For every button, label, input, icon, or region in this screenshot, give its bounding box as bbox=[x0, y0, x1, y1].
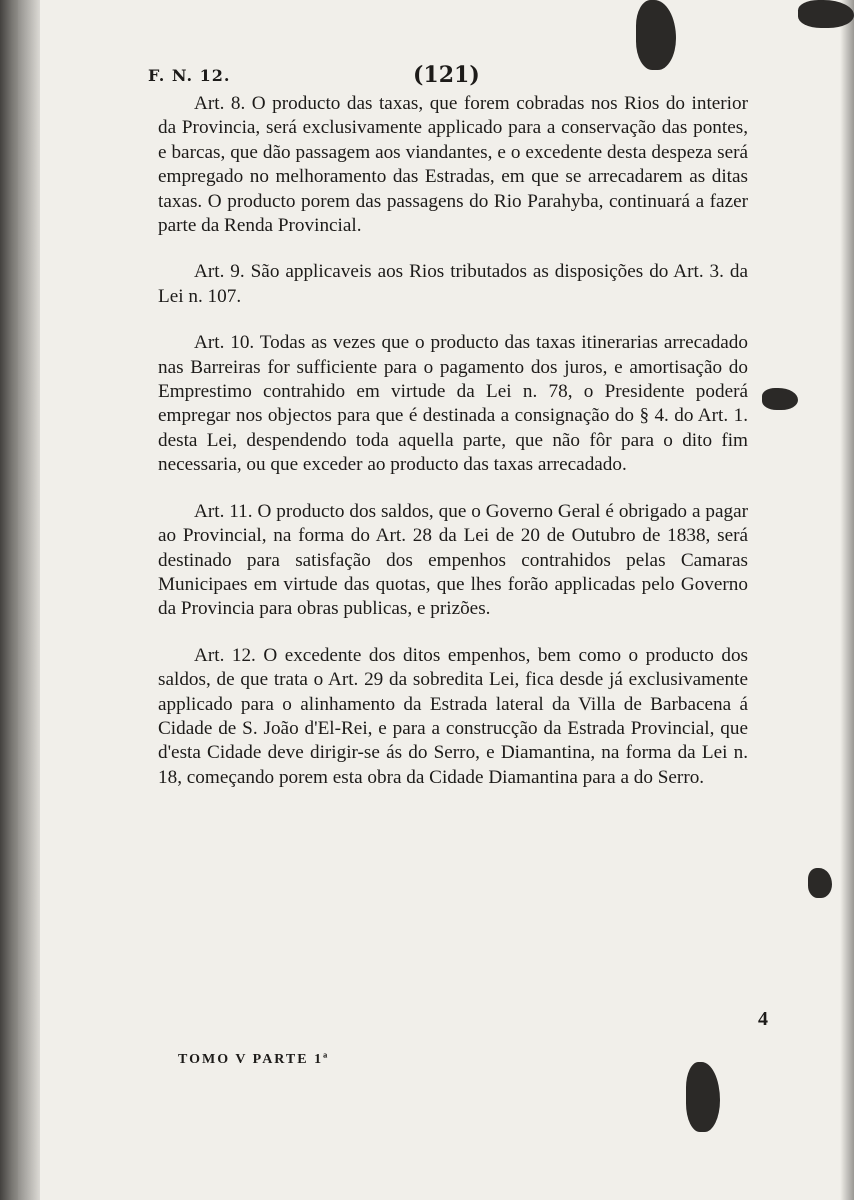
ink-stain-margin bbox=[808, 868, 832, 898]
page-number: (121) bbox=[413, 62, 480, 88]
ink-stain-bottom-right bbox=[686, 1062, 720, 1132]
page-header bbox=[148, 62, 728, 92]
book-binding-edge bbox=[0, 0, 40, 1200]
gathering-signature: F. N. 12. bbox=[148, 66, 231, 85]
page-edge-shadow bbox=[840, 0, 854, 1200]
ink-stain-top-corner bbox=[798, 0, 854, 28]
book-page bbox=[18, 0, 854, 1200]
article-9: Art. 9. São applicaveis aos Rios tributados as disposições do Art. 3. da Lei n. 107. bbox=[158, 261, 748, 307]
margin-mark: 4 bbox=[758, 1008, 768, 1030]
footer-signature: TOMO V PARTE 1ª bbox=[178, 1052, 330, 1067]
article-11: Art. 11. O producto dos saldos, que o Governo Geral é obrigado a pagar ao Provincial, na forma do Art. 28 da Lei de 20 de Outubro de 1838, será destinado para satisfação dos empenhos contrahidos pelas Camaras Municipaes em virtude das quotas, que lhes forão applicadas pelo Governo da Provincia para obras publicas, e prizões. bbox=[158, 500, 748, 620]
article-12: Art. 12. O excedente dos ditos empenhos, bem como o producto dos saldos, de que trata o Art. 29 da sobredita Lei, fica desde já exclusivamente applicado para o alinhamento da Estrada lateral da Villa de Barbacena á Cidade de S. João d'El-Rei, e para a construcção da Estrada Provincial, que d'esta Cidade deve dirigir-se ás do Serro, e Diamantina, na forma da Lei n. 18, começando porem esta obra da Cidade Diamantina para a do Serro. bbox=[158, 644, 748, 788]
ink-stain-top-right bbox=[636, 0, 676, 70]
ink-stain-right bbox=[762, 388, 798, 410]
body-text bbox=[158, 92, 748, 812]
article-8: Art. 8. O producto das taxas, que forem cobradas nos Rios do interior da Provincia, será exclusivamente applicado para a conservação das pontes, e barcas, que dão passagem aos viandantes, e o excedente desta despeza será empregado no melhoramento das Estradas, em que se arrecadarem as ditas taxas. O producto porem das passagens do Rio Parahyba, continuará a fazer parte da Renda Provincial. bbox=[158, 93, 748, 237]
article-10: Art. 10. Todas as vezes que o producto das taxas itinerarias arrecadado nas Barreiras for sufficiente para o pagamento dos juros, e amortisação do Emprestimo contrahido em virtude da Lei n. 78, o Presidente poderá empregar nos objectos para que é destinada a consignação do § 4. do Art. 1. desta Lei, despendendo toda aquella parte, que não fôr para o dito fim necessaria, ou que exceder ao producto das taxas arrecadado. bbox=[158, 332, 748, 476]
